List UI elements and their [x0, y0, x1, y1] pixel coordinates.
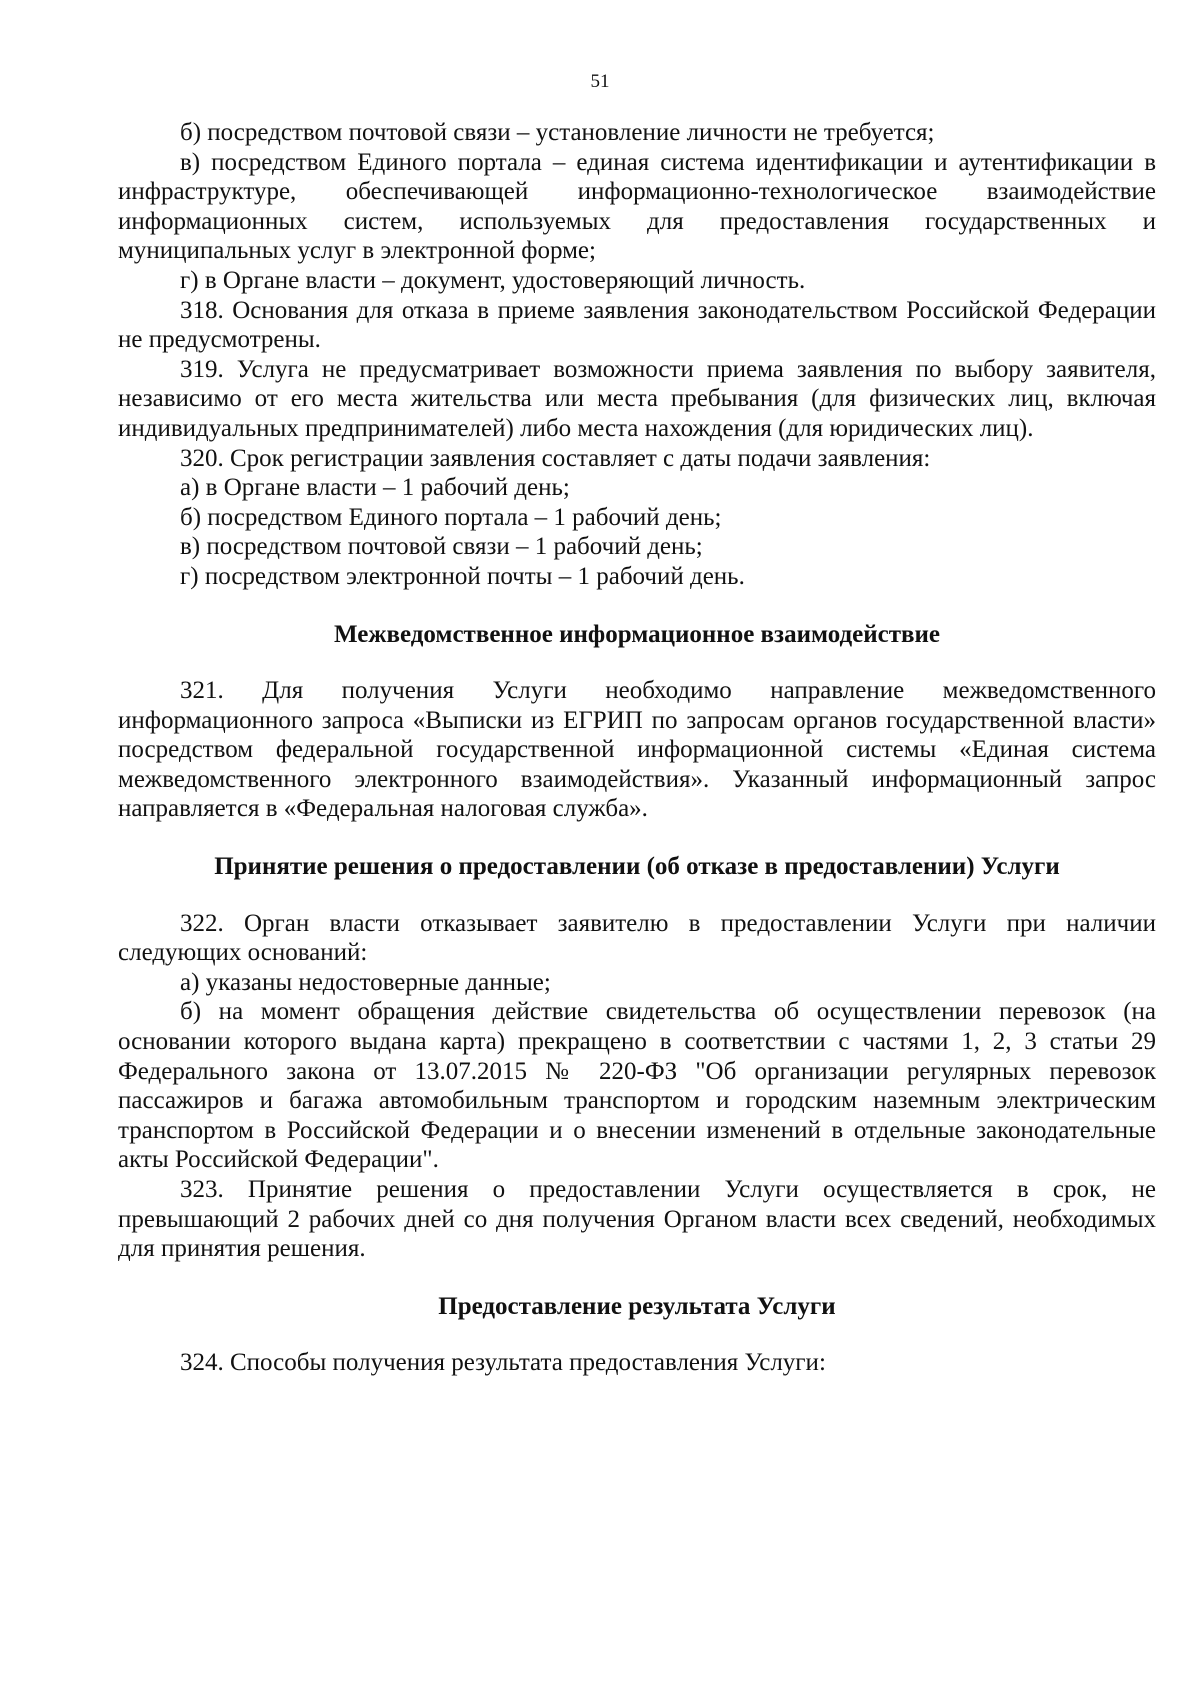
page-number: 51 — [590, 71, 610, 92]
spacer — [118, 1264, 1156, 1292]
paragraph-322-a: а) указаны недостоверные данные; — [180, 968, 551, 996]
spacer — [118, 649, 1156, 676]
paragraph-320-v: в) посредством почтовой связи – 1 рабочий день; — [180, 533, 703, 561]
spacer — [118, 592, 1156, 620]
paragraph-323: 323. Принятие решения о предоставлении Услуги осуществляется в срок, не превышающий 2 рабочих дней со дня получения Органом власти всех сведений, необходимых для принятия решения. — [118, 1176, 1156, 1263]
paragraph-320-b: б) посредством Единого портала – 1 рабочий день; — [180, 503, 722, 531]
paragraph-320: 320. Срок регистрации заявления составляет с даты подачи заявления: — [180, 444, 931, 472]
paragraph-319: 319. Услуга не предусматривает возможности приема заявления по выбору заявителя, независимо от его места жительства или места пребывания (для физических лиц, включая индивидуальных предпринимателей) либо места нахождения (для юридических лиц). — [118, 355, 1156, 442]
section-heading-interagency: Межведомственное информационное взаимодействие — [334, 620, 940, 648]
paragraph-324: 324. Способы получения результата предоставления Услуги: — [180, 1349, 826, 1377]
paragraph-b-mail: б) посредством почтовой связи – установление личности не требуется; — [180, 119, 935, 146]
paragraph-320-g: г) посредством электронной почты – 1 рабочий день. — [180, 562, 745, 590]
document-body — [118, 118, 1156, 1378]
paragraph-318: 318. Основания для отказа в приеме заявления законодательством Российской Федерации не предусмотрены. — [118, 296, 1156, 354]
spacer — [118, 1321, 1156, 1348]
spacer — [118, 824, 1156, 852]
paragraph-g-authority: г) в Органе власти – документ, удостоверяющий личность. — [180, 266, 806, 294]
paragraph-v-portal: в) посредством Единого портала – единая система идентификации и аутентификации в инфраструктуре, обеспечивающей информационно-технологическое взаимодействие информационных систем, используемых для предоставления государственных и муниципальных услуг в электронной форме; — [118, 148, 1156, 265]
paragraph-320-a: а) в Органе власти – 1 рабочий день; — [180, 474, 570, 502]
section-heading-decision: Принятие решения о предоставлении (об отказе в предоставлении) Услуги — [214, 853, 1060, 881]
spacer — [118, 882, 1156, 909]
paragraph-322: 322. Орган власти отказывает заявителю в предоставлении Услуги при наличии следующих оснований: — [118, 909, 1156, 967]
section-heading-result: Предоставление результата Услуги — [438, 1292, 836, 1320]
paragraph-321: 321. Для получения Услуги необходимо направление межведомственного информационного запроса «Выписки из ЕГРИП по запросам органов государственной власти» посредством федеральной государственной информационной системы «Единая система межведомственного электронного взаимодействия». Указанный информационный запрос направляется в «Федеральная налоговая служба». — [118, 677, 1156, 823]
paragraph-322-b: б) на момент обращения действие свидетельства об осуществлении перевозок (на основании которого выдана карта) прекращено в соответствии с частями 1, 2, 3 статьи 29 Федерального закона от 13.07.2015 № 220-ФЗ "Об организации регулярных перевозок пассажиров и багажа автомобильным транспортом и городским наземным электрическим транспортом в Российской Федерации и о внесении изменений в отдельные законодательные акты Российской Федерации". — [118, 998, 1156, 1174]
